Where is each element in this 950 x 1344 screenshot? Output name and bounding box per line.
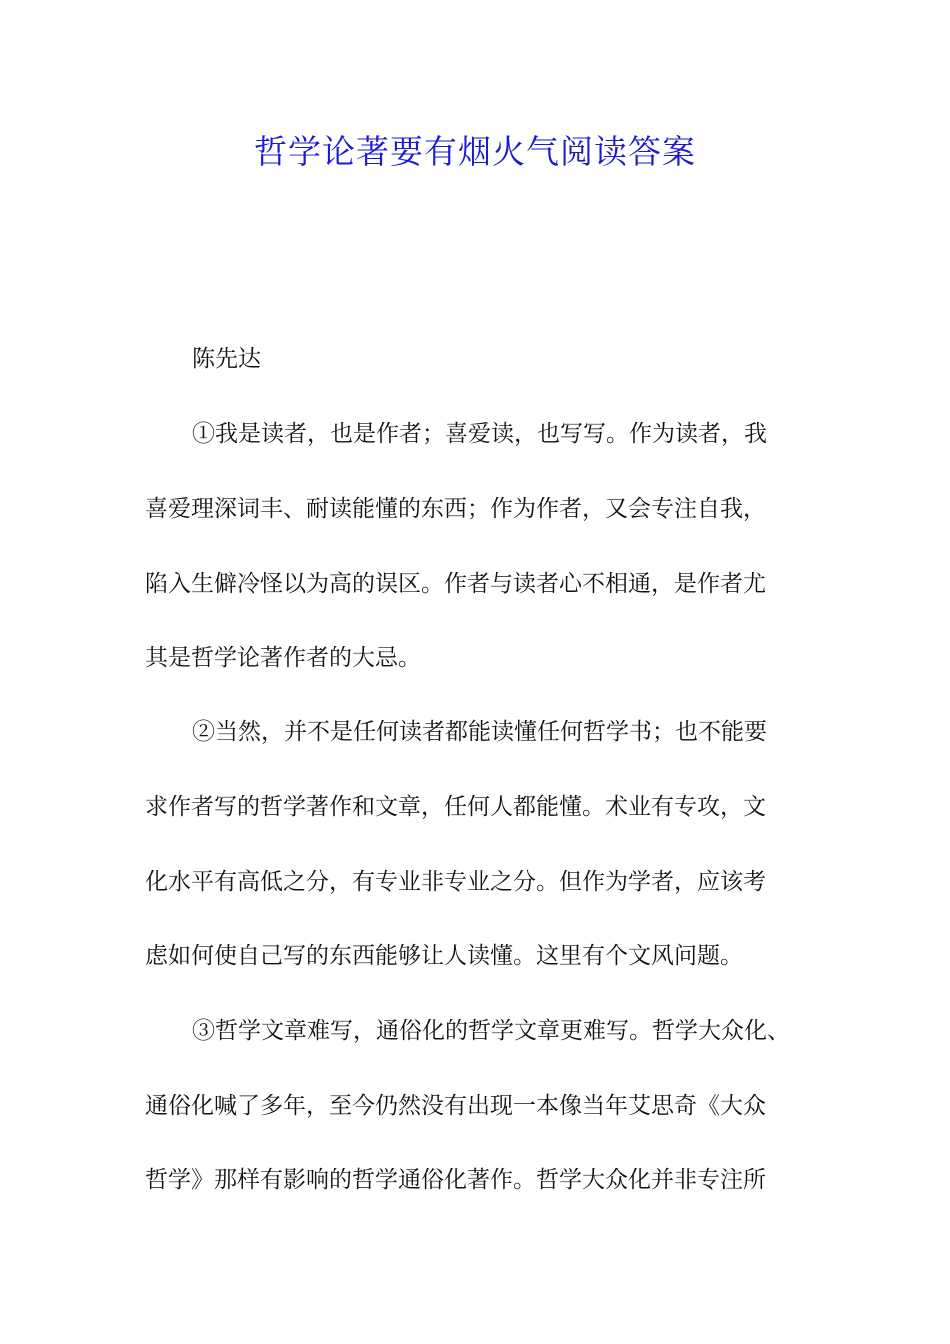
author-name: 陈先达 — [192, 346, 261, 372]
paragraph-1-line-4: 其是哲学论著作者的大忌。 — [145, 645, 421, 671]
paragraph-1-line-2: 喜爱理深词丰、耐读能懂的东西；作为作者，又会专注自我， — [145, 496, 766, 522]
document-title: 哲学论著要有烟火气阅读答案 — [254, 132, 696, 171]
paragraph-3-line-1: ③哲学文章难写，通俗化的哲学文章更难写。哲学大众化、 — [192, 1018, 790, 1044]
paragraph-3-line-2: 通俗化喊了多年，至今仍然没有出现一本像当年艾思奇《大众 — [145, 1093, 766, 1119]
paragraph-2-line-2: 求作者写的哲学著作和文章，任何人都能懂。术业有专攻，文 — [145, 794, 766, 820]
paragraph-1-line-1: ①我是读者，也是作者；喜爱读，也写写。作为读者，我 — [192, 421, 767, 447]
paragraph-3-line-3: 哲学》那样有影响的哲学通俗化著作。哲学大众化并非专注所 — [145, 1167, 766, 1193]
paragraph-2-line-3: 化水平有高低之分，有专业非专业之分。但作为学者，应该考 — [145, 869, 766, 895]
paragraph-2-line-1: ②当然，并不是任何读者都能读懂任何哲学书；也不能要 — [192, 719, 767, 745]
paragraph-2-line-4: 虑如何使自己写的东西能够让人读懂。这里有个文风问题。 — [145, 943, 743, 969]
paragraph-1-line-3: 陷入生僻冷怪以为高的误区。作者与读者心不相通，是作者尤 — [145, 571, 766, 597]
